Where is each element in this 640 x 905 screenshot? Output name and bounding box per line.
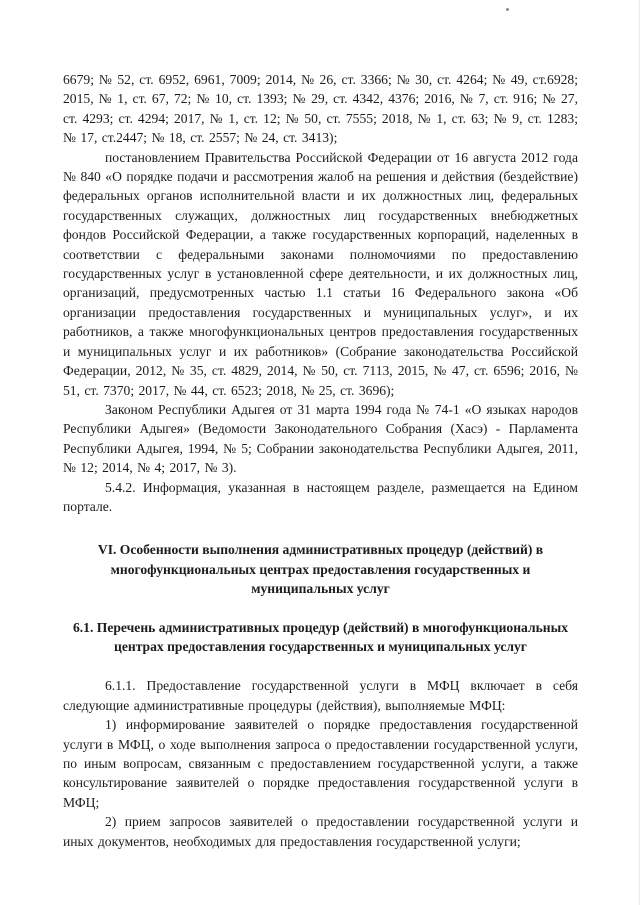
paragraph-government-decree-840: постановлением Правительства Российской Федерации от 16 августа 2012 года № 840 «О порядке подачи и рассмотрения жалоб на решения и действия (бездействие) федеральных органов исполнительной власти и их должностных лиц, федеральных государственных служащих, должностных лиц государственных внебюджетных фондов Российской Федерации, а также государственных корпораций, наделенных в соответствии с федеральными законами полномочиями по предоставлению государственных услуг в установленной сфере деятельности, и их должностных лиц, организаций, предусмотренных частью 1.1 статьи 16 Федерального закона «Об организации предоставления государственных и муниципальных услуг», и их работников, а также многофункциональных центров предоставления государственных и муниципальных услуг и их работников» (Собрание законодательства Российской Федерации, 2012, № 35, ст. 4829, 2014, № 50, ст. 7113, 2015, № 47, ст. 6596; 2016, № 51, ст. 7370; 2017, № 44, ст. 6523; 2018, № 25, ст. 3696);: [63, 149, 578, 398]
list-item-2: 2) прием запросов заявителей о предоставлении государственной услуги и иных документов, необходимых для предоставления государственной услуги;: [63, 814, 578, 849]
subsection-heading-6-1: 6.1. Перечень административных процедур (действий) в многофункциональных центрах предоставления государственных и муниципальных услуг: [72, 619, 569, 654]
paragraph-adygea-language-law: Законом Республики Адыгея от 31 марта 1994 года № 74-1 «О языках народов Республики Адыгея» (Ведомости Законодательного Собрания (Хасэ) - Парламента Республики Адыгея, 1994, № 5; Собрании законодательства Республики Адыгея, 2011, № 12; 2014, № 4; 2017, № 3).: [63, 401, 578, 476]
paragraph-5-4-2: 5.4.2. Информация, указанная в настоящем разделе, размещается на Едином портале.: [63, 479, 578, 514]
scan-speck-artifact: [506, 8, 509, 11]
section-heading-vi: VI. Особенности выполнения административных процедур (действий) в многофункциональных центрах предоставления государственных и муниципальных услуг: [97, 542, 544, 597]
paragraph-legal-references-tail: 6679; № 52, ст. 6952, 6961, 7009; 2014, № 26, ст. 3366; № 30, ст. 4264; № 49, ст.6928; 2015, № 1, ст. 67, 72; № 10, ст. 1393; № 29, ст. 4342, 4376; 2016, № 7, ст. 916; № 27, ст. 4293; ст. 4294; 2017, № 1, ст. 12; № 50, ст. 7555; 2018, № 1, ст. 63; № 9, ст. 1283; № 17, ст.2447; № 18, ст. 2557; № 24, ст. 3413);: [63, 72, 578, 146]
paragraph-6-1-1: 6.1.1. Предоставление государственной услуги в МФЦ включает в себя следующие административные процедуры (действия), выполняемые МФЦ:: [63, 678, 578, 713]
list-item-1: 1) информирование заявителей о порядке предоставления государственной услуги в МФЦ, о ходе выполнения запроса о предоставлении государственной услуги, по иным вопросам, связанным с предоставлением государственной услуги, а также консультирование заявителей о порядке предоставления государственной услуги в МФЦ;: [63, 717, 578, 810]
